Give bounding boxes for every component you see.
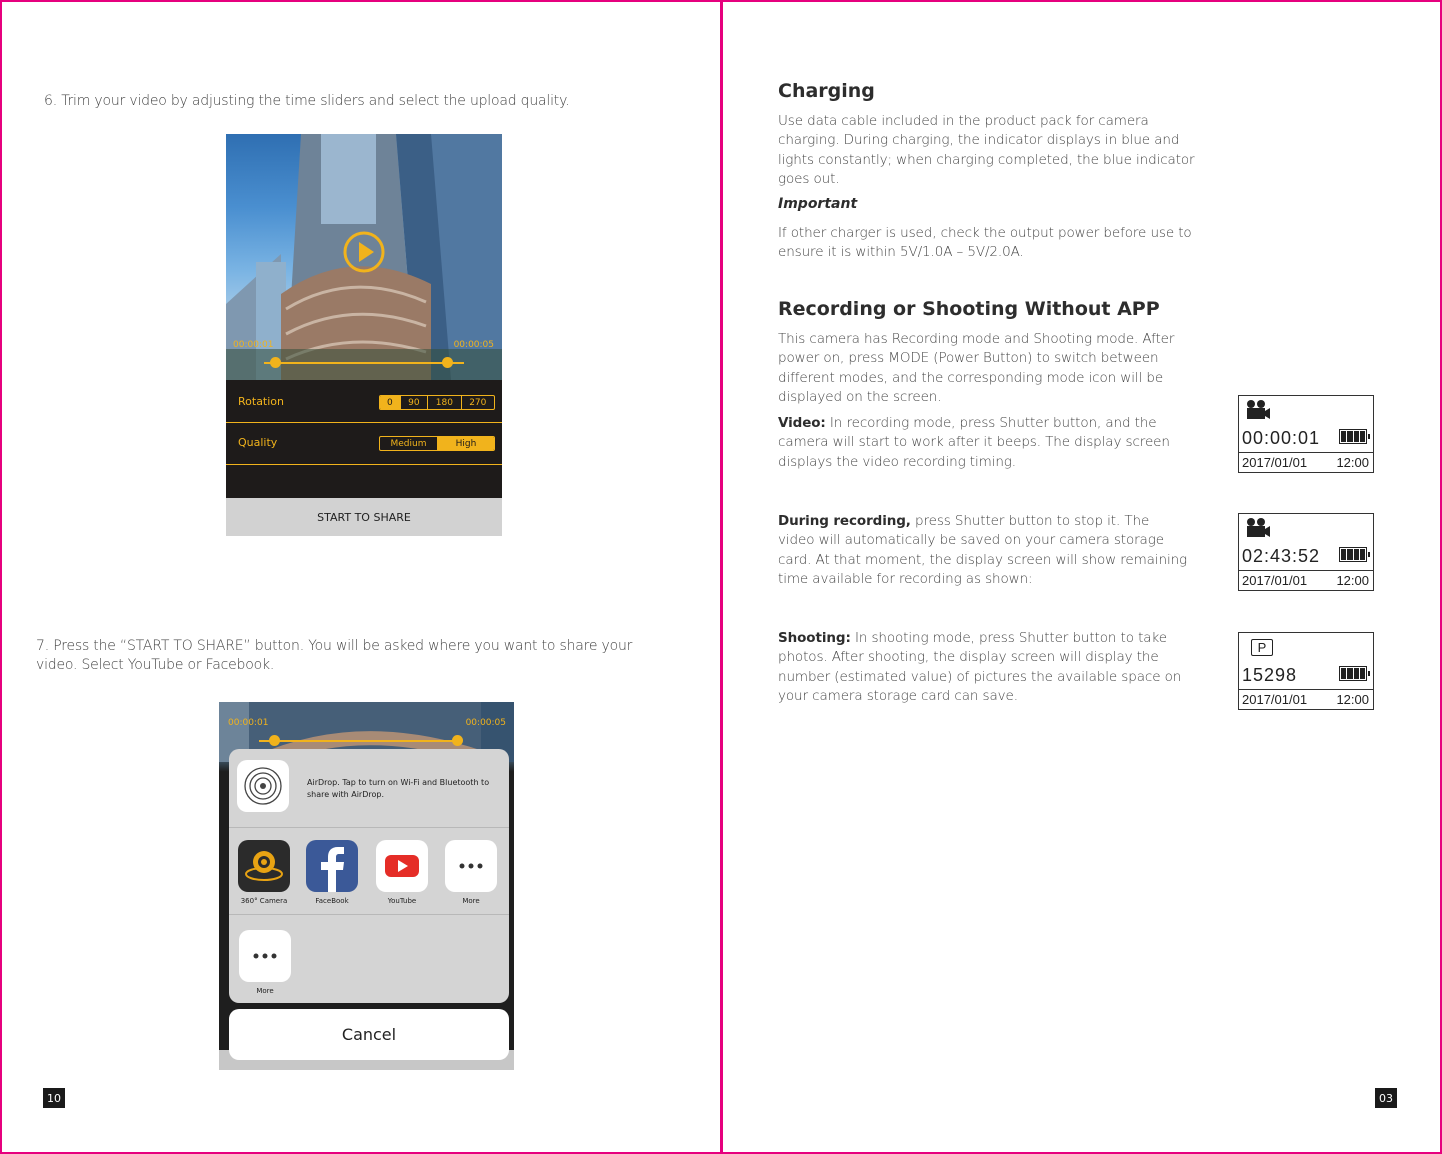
trim-slider-track <box>259 740 459 742</box>
rotation-option-0[interactable]: 0 <box>380 396 400 409</box>
shooting-label: Shooting: <box>778 630 851 646</box>
lcd-date: 2017/01/01 <box>1242 455 1308 470</box>
lcd-video-mode <box>1238 395 1374 473</box>
text-line: photos. After shooting, the display screen will display the <box>778 649 1159 666</box>
step-7-text <box>36 637 676 675</box>
quality-selector <box>379 436 495 451</box>
lcd-time: 12:00 <box>1336 455 1369 470</box>
share-sheet-screenshot <box>219 702 514 1070</box>
app-label: YouTube <box>387 897 417 905</box>
trim-start-time: 00:00:01 <box>228 718 269 728</box>
charging-text <box>778 112 1208 190</box>
photo-mode-letter: P <box>1257 640 1267 655</box>
divider <box>226 464 502 465</box>
text-line: lights constantly; when charging completed, the blue indicator <box>778 151 1195 168</box>
quality-label: Quality <box>238 436 278 449</box>
app-label: FaceBook <box>315 897 349 905</box>
facebook-icon <box>306 840 358 892</box>
action-label: More <box>256 987 274 995</box>
step-6-text: 6. Trim your video by adjusting the time sliders and select the upload quality. <box>44 93 570 109</box>
shooting-paragraph <box>778 629 1208 707</box>
text-line: displays the video recording timing. <box>778 453 1016 470</box>
more-icon <box>239 930 291 982</box>
text-line: ensure it is within 5V/1.0A – 5V/2.0A. <box>778 244 1024 261</box>
video-paragraph <box>778 414 1208 472</box>
lcd-value: 02:43:52 <box>1242 546 1321 566</box>
lcd-value: 00:00:01 <box>1242 428 1321 448</box>
divider <box>226 422 502 423</box>
airdrop-text-line: share with AirDrop. <box>307 790 385 799</box>
share-sheet <box>229 749 509 1003</box>
text-line: This camera has Recording mode and Shooting mode. After <box>778 331 1175 347</box>
rotation-option-180[interactable]: 180 <box>427 396 460 409</box>
rotation-selector <box>379 395 495 410</box>
photo-mode-icon <box>1251 639 1273 656</box>
app-facebook[interactable] <box>306 840 358 892</box>
lcd-time: 12:00 <box>1336 573 1369 588</box>
trim-start-time: 00:00:01 <box>233 340 274 350</box>
airdrop-text-line: AirDrop. Tap to turn on Wi-Fi and Bluetooth to <box>307 778 490 787</box>
cancel-button[interactable]: Cancel <box>229 1009 509 1060</box>
rotation-option-270[interactable]: 270 <box>461 396 494 409</box>
during-recording-label: During recording, <box>778 513 911 529</box>
lcd-photo-mode <box>1238 632 1374 710</box>
app-label: More <box>462 897 480 905</box>
charging-heading: Charging <box>778 80 875 102</box>
rotation-label: Rotation <box>238 395 285 408</box>
text-line: different modes, and the corresponding mode icon will be <box>778 369 1164 386</box>
battery-icon <box>1339 429 1367 444</box>
airdrop-text <box>307 777 489 801</box>
text-line: number (estimated value) of pictures the available space on <box>778 668 1182 685</box>
important-label: Important <box>778 196 858 212</box>
battery-icon <box>1339 666 1367 681</box>
trim-end-time: 00:00:05 <box>465 718 506 728</box>
text-line: your camera storage card can save. <box>778 688 1018 705</box>
video-camera-icon <box>1243 399 1271 421</box>
important-text <box>778 224 1208 263</box>
during-recording-paragraph <box>778 512 1208 590</box>
step-7-line: 7. Press the “START TO SHARE” button. You will be asked where you want to share your <box>36 638 633 654</box>
text-line: Use data cable included in the product pack for camera <box>778 113 1149 129</box>
text-line: time available for recording as shown: <box>778 571 1033 588</box>
youtube-icon <box>376 840 428 892</box>
video-label: Video: <box>778 415 826 431</box>
app-more[interactable] <box>445 840 497 892</box>
text-line: press Shutter button to stop it. The <box>910 513 1150 529</box>
recording-intro <box>778 330 1208 408</box>
trim-end-handle[interactable] <box>442 357 453 368</box>
page-number-left: 10 <box>43 1088 65 1108</box>
more-icon <box>445 840 497 892</box>
page-number-right: 03 <box>1375 1088 1397 1108</box>
trim-slider-track <box>264 362 464 364</box>
action-more[interactable] <box>239 930 291 982</box>
trim-start-handle[interactable] <box>269 735 280 746</box>
lcd-date: 2017/01/01 <box>1242 573 1308 588</box>
rotation-option-90[interactable]: 90 <box>400 396 428 409</box>
text-line: charging. During charging, the indicator displays in blue and <box>778 132 1180 149</box>
app-360-camera[interactable] <box>238 840 290 892</box>
lcd-date: 2017/01/01 <box>1242 692 1308 707</box>
divider <box>229 914 509 915</box>
divider <box>229 827 509 828</box>
trim-video-screenshot <box>226 134 502 536</box>
text-line: card. At that moment, the display screen will show remaining <box>778 551 1188 568</box>
text-line: goes out. <box>778 171 840 188</box>
step-7-line: video. Select YouTube or Facebook. <box>36 657 275 673</box>
lcd-recording-remaining <box>1238 513 1374 591</box>
trim-start-handle[interactable] <box>270 357 281 368</box>
video-camera-icon <box>1243 517 1271 539</box>
app-label: 360° Camera <box>240 897 288 905</box>
lcd-value: 15298 <box>1242 665 1298 685</box>
airdrop-tile[interactable] <box>237 760 289 812</box>
text-line: camera will start to work after it beeps. The display screen <box>778 434 1170 451</box>
start-to-share-button[interactable]: START TO SHARE <box>226 498 502 536</box>
text-line: displayed on the screen. <box>778 389 942 406</box>
trim-end-handle[interactable] <box>452 735 463 746</box>
battery-icon <box>1339 547 1367 562</box>
trim-end-time: 00:00:05 <box>453 340 494 350</box>
camera-360-icon <box>238 840 290 892</box>
play-icon[interactable] <box>342 230 386 274</box>
text-line: In shooting mode, press Shutter button to take <box>850 630 1167 646</box>
text-line: If other charger is used, check the output power before use to <box>778 225 1192 241</box>
text-line: In recording mode, press Shutter button, and the <box>825 415 1157 431</box>
airdrop-icon <box>237 760 289 812</box>
quality-option-medium[interactable]: Medium <box>390 438 427 449</box>
lcd-time: 12:00 <box>1336 692 1369 707</box>
video-preview <box>226 134 502 380</box>
text-line: power on, press MODE (Power Button) to switch between <box>778 350 1159 367</box>
quality-option-high[interactable]: High <box>437 437 494 450</box>
text-line: video will automatically be saved on your camera storage <box>778 532 1164 549</box>
recording-heading: Recording or Shooting Without APP <box>778 298 1160 320</box>
app-youtube[interactable] <box>376 840 428 892</box>
